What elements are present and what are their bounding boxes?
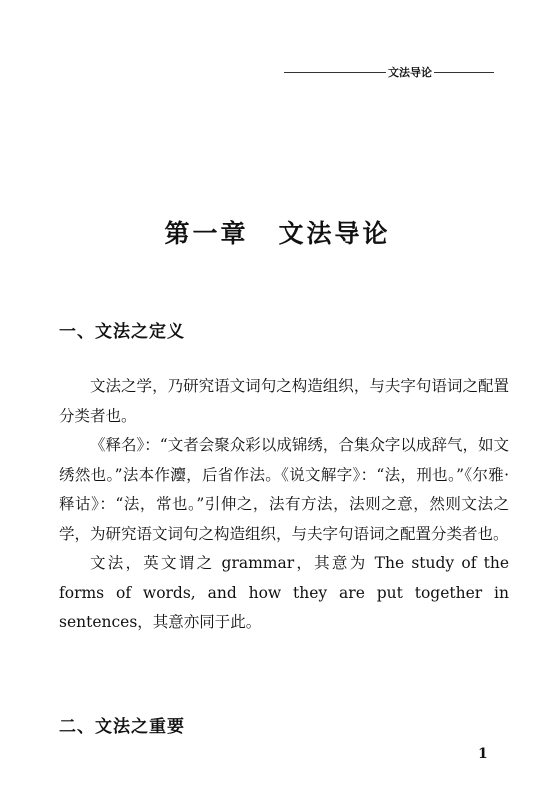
paragraph: 文法，英文谓之 grammar，其意为 The study of the forms of words, and how they are put together in sentences，其意亦同于此。	[59, 554, 509, 631]
running-header	[284, 64, 494, 80]
page-number: 1	[478, 746, 488, 762]
header-rule-left	[284, 72, 386, 73]
chapter-number: 第一章	[164, 219, 249, 248]
paragraph: 文法之学，乃研究语文词句之构造组织，与夫字句语词之配置分类者也。	[59, 377, 509, 425]
running-title: 文法导论	[388, 66, 432, 79]
section-body	[59, 372, 509, 638]
section-heading-definition: 一、文法之定义	[59, 322, 185, 342]
header-rule-right	[434, 72, 494, 73]
section-heading-importance: 二、文法之重要	[59, 717, 185, 737]
paragraph: 《释名》：“文者会聚众彩以成锦绣，合集众字以成辞气，如文绣然也。”法本作灋，后省作法。《说文解字》：“法，刑也。”《尔雅·释诂》：“法，常也。”引伸之，法有方法，法则之意，然则文法之学，为研究语文词句之构造组织，与夫字句语词之配置分类者也。	[59, 436, 509, 543]
chapter-name: 文法导论	[278, 219, 391, 248]
chapter-title	[0, 214, 555, 250]
